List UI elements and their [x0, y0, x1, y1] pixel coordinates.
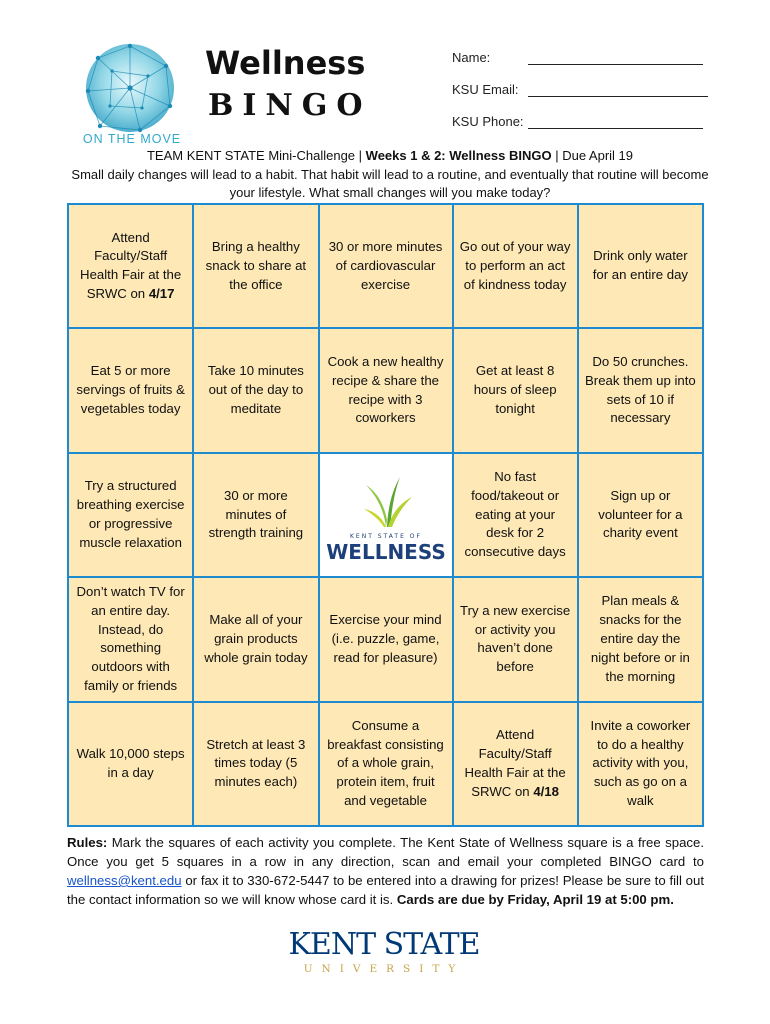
cell-activity: 30 or more minutes of cardiovascular exercise [328, 239, 443, 292]
bingo-cell[interactable] [320, 703, 452, 825]
kent-state-of-wellness-logo [326, 465, 446, 565]
phone-field[interactable] [528, 128, 703, 129]
bingo-cell[interactable] [579, 454, 702, 576]
cell-text [200, 487, 311, 543]
cell-text [460, 468, 571, 562]
bingo-cell[interactable] [579, 329, 702, 451]
cell-text [75, 362, 186, 418]
name-field[interactable] [528, 64, 703, 65]
cell-activity: Drink only water for an entire day [592, 248, 689, 283]
bingo-cell[interactable] [320, 205, 452, 327]
cell-activity: Exercise your mind (i.e. puzzle, game, read for pleasure) [329, 612, 442, 665]
bingo-grid [67, 203, 704, 827]
cell-activity: Take 10 minutes out of the day to meditate [207, 363, 304, 416]
cell-activity: Consume a breakfast consisting of a whole grain, protein item, fruit and vegetable [327, 717, 444, 808]
email-link[interactable]: wellness@kent.edu [67, 873, 182, 888]
bingo-cell[interactable] [454, 578, 577, 700]
cell-text [326, 238, 446, 294]
cell-text [585, 592, 696, 686]
cell-text [585, 717, 696, 811]
bingo-cell[interactable] [194, 454, 317, 576]
cell-activity: Bring a healthy snack to share at the office [205, 239, 307, 292]
bingo-cell[interactable] [454, 205, 577, 327]
challenge-tagline: Small daily changes will lead to a habit. That habit will lead to a routine, and eventually that routine will become your lifestyle. What small changes will you make today? [71, 166, 709, 200]
cell-date: 4/18 [533, 783, 559, 799]
bingo-cell[interactable] [454, 454, 577, 576]
cell-text [460, 362, 571, 418]
cell-text [200, 736, 311, 792]
title-bingo: BINGO [208, 88, 372, 123]
cell-activity: Try a structured breathing exercise or progressive muscle relaxation [76, 478, 185, 550]
cell-activity: Attend Faculty/Staff Health Fair at the SRWC on [464, 727, 566, 799]
bingo-cell[interactable] [320, 578, 452, 700]
challenge-intro [60, 147, 720, 203]
cell-text [75, 745, 186, 783]
bingo-cell[interactable] [320, 329, 452, 451]
cell-activity: Don’t watch TV for an entire day. Instead, do something outdoors with family or friends [76, 584, 185, 693]
cell-activity: Make all of your grain products whole grain today [204, 612, 308, 665]
cell-text [460, 726, 571, 801]
cell-text [460, 238, 571, 294]
cell-activity: Eat 5 or more servings of fruits & vegetables today [76, 363, 185, 416]
cell-activity: 30 or more minutes of strength training [208, 487, 304, 541]
cell-text [585, 247, 696, 285]
cell-activity: Do 50 crunches. Break them up into sets of 10 if necessary [585, 354, 696, 426]
cell-activity: Stretch at least 3 times today (5 minutes each) [206, 736, 306, 790]
rules-text [67, 833, 704, 909]
bingo-cell[interactable] [69, 578, 192, 700]
cell-activity: Sign up or volunteer for a charity event [598, 487, 683, 541]
kent-state-university-logo [284, 922, 484, 978]
name-label: Name: [452, 50, 491, 65]
ksu-subtitle: UNIVERSITY [303, 963, 465, 975]
bingo-cell[interactable] [454, 329, 577, 451]
bingo-cell[interactable] [69, 454, 192, 576]
cell-text [585, 487, 696, 543]
cell-activity: Cook a new healthy recipe & share the recipe with 3 coworkers [327, 354, 444, 426]
cell-text [75, 477, 186, 552]
bingo-cell[interactable] [69, 205, 192, 327]
cell-text [326, 717, 446, 811]
email-field[interactable] [528, 96, 708, 97]
cell-activity: Plan meals & snacks for the entire day the night before or in the morning [590, 593, 690, 684]
cell-activity: Invite a coworker to do a healthy activity with you, such as go on a walk [590, 717, 691, 808]
rules-body-2: or fax it to 330-672-5447 to be entered into a drawing for prizes! Please be sure to fill out the contact information so we will know whose card it is. [67, 873, 704, 907]
rules-body-1: Mark the squares of each activity you complete. The Kent State of Wellness square is a free space. Once you get 5 squares in a row in any direction, scan and email your completed BINGO card to [67, 835, 704, 869]
cell-date: 4/17 [148, 285, 175, 301]
rules-label: Rules: [67, 835, 108, 850]
cell-activity: Walk 10,000 steps in a day [76, 746, 185, 780]
cell-text [326, 611, 446, 667]
bingo-cell[interactable] [194, 329, 317, 451]
logo-small-text: KENT STATE OF [349, 532, 422, 540]
cell-text [585, 353, 696, 428]
cell-activity: Try a new exercise or activity you haven’t done before [460, 602, 571, 675]
bingo-cell[interactable] [69, 703, 192, 825]
title-wellness: Wellness [205, 44, 366, 82]
challenge-weeks: Weeks 1 & 2: Wellness BINGO [365, 148, 552, 163]
cell-text [75, 229, 186, 304]
cell-activity: Get at least 8 hours of sleep tonight [473, 363, 557, 416]
challenge-prefix: TEAM KENT STATE Mini-Challenge | [146, 148, 366, 163]
bingo-cell[interactable] [579, 205, 702, 327]
cell-text [460, 602, 571, 677]
bingo-cell[interactable] [194, 703, 317, 825]
bingo-cell[interactable] [579, 703, 702, 825]
free-space-cell[interactable] [320, 454, 452, 576]
bingo-cell[interactable] [454, 703, 577, 825]
cell-activity: Attend Faculty/Staff Health Fair at the SRWC on [80, 229, 182, 301]
email-label: KSU Email: [452, 82, 519, 97]
logo-big-text: WELLNESS [325, 539, 446, 564]
cell-text [200, 611, 311, 667]
cell-text [200, 238, 311, 294]
phone-label: KSU Phone: [452, 114, 524, 129]
cell-text [75, 583, 186, 696]
bingo-cell[interactable] [69, 329, 192, 451]
challenge-due: | Due April 19 [551, 148, 634, 163]
cell-text [326, 353, 446, 428]
ksu-name: KENT STATE [288, 927, 480, 962]
logo-caption: ON THE MOVE [82, 132, 182, 146]
bingo-cell[interactable] [579, 578, 702, 700]
cell-text [200, 362, 311, 418]
bingo-cell[interactable] [194, 578, 317, 700]
bingo-cell[interactable] [194, 205, 317, 327]
due-date-notice: Cards are due by Friday, April 19 at 5:00 pm. [396, 892, 674, 907]
cell-activity: No fast food/takeout or eating at your desk for 2 consecutive days [464, 469, 566, 560]
cell-activity: Go out of your way to perform an act of kindness today [459, 239, 571, 292]
